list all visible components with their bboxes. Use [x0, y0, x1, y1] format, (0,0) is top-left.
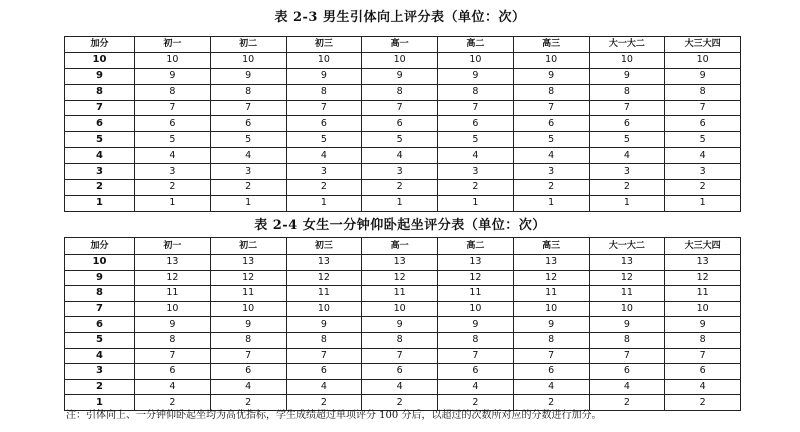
bonus-point-cell: 4	[65, 348, 135, 364]
table1-header-cell: 高一	[362, 37, 438, 53]
count-cell: 12	[589, 270, 665, 286]
count-cell: 8	[438, 84, 514, 100]
bonus-point-cell: 4	[65, 148, 135, 164]
count-cell: 2	[362, 395, 438, 411]
count-cell: 8	[513, 84, 589, 100]
table1-header-cell: 加分	[65, 37, 135, 53]
count-cell: 2	[135, 395, 211, 411]
bonus-point-cell: 8	[65, 84, 135, 100]
table-row	[65, 116, 741, 132]
count-cell: 7	[589, 348, 665, 364]
count-cell: 10	[135, 301, 211, 317]
count-cell: 12	[135, 270, 211, 286]
count-cell: 10	[513, 301, 589, 317]
count-cell: 6	[286, 364, 362, 380]
count-cell: 11	[589, 286, 665, 302]
table2-header-cell: 加分	[65, 238, 135, 255]
bonus-point-cell: 6	[65, 317, 135, 333]
table-row	[65, 301, 741, 317]
count-cell: 2	[589, 395, 665, 411]
count-cell: 12	[438, 270, 514, 286]
table2-caption: 表 2-4 女生一分钟仰卧起坐评分表（单位：次）	[254, 218, 546, 233]
count-cell: 11	[362, 286, 438, 302]
count-cell: 10	[513, 52, 589, 68]
count-cell: 6	[286, 116, 362, 132]
count-cell: 6	[362, 364, 438, 380]
bonus-point-cell: 10	[65, 52, 135, 68]
count-cell: 4	[135, 148, 211, 164]
count-cell: 2	[438, 395, 514, 411]
count-cell: 4	[589, 148, 665, 164]
table1-header-cell: 大三大四	[665, 37, 741, 53]
count-cell: 9	[665, 317, 741, 333]
count-cell: 13	[665, 255, 741, 271]
table2-header	[65, 238, 741, 255]
table1-header-cell: 初二	[210, 37, 286, 53]
table2-header-cell: 大一大二	[589, 238, 665, 255]
count-cell: 12	[665, 270, 741, 286]
count-cell: 6	[513, 364, 589, 380]
count-cell: 4	[589, 379, 665, 395]
count-cell: 5	[135, 132, 211, 148]
count-cell: 4	[135, 379, 211, 395]
bonus-point-cell: 5	[65, 332, 135, 348]
count-cell: 6	[665, 116, 741, 132]
count-cell: 1	[135, 195, 211, 211]
bonus-point-cell: 3	[65, 364, 135, 380]
count-cell: 12	[513, 270, 589, 286]
count-cell: 13	[589, 255, 665, 271]
bonus-point-cell: 8	[65, 286, 135, 302]
table-row	[65, 148, 741, 164]
count-cell: 13	[210, 255, 286, 271]
count-cell: 13	[513, 255, 589, 271]
count-cell: 13	[438, 255, 514, 271]
count-cell: 4	[513, 148, 589, 164]
count-cell: 9	[362, 317, 438, 333]
bonus-point-cell: 10	[65, 255, 135, 271]
count-cell: 10	[210, 52, 286, 68]
table1-header-cell: 初三	[286, 37, 362, 53]
table1-caption: 表 2-3 男生引体向上评分表（单位：次）	[274, 10, 526, 25]
count-cell: 8	[210, 332, 286, 348]
count-cell: 9	[665, 68, 741, 84]
count-cell: 5	[589, 132, 665, 148]
bonus-point-cell: 9	[65, 270, 135, 286]
count-cell: 2	[589, 180, 665, 196]
count-cell: 2	[286, 180, 362, 196]
footnote: 注：引体向上、一分钟仰卧起坐均为高优指标，学生成绩超过单项评分 100 分后，以超过的次数所对应的分数进行加分。	[66, 410, 602, 421]
count-cell: 12	[362, 270, 438, 286]
table-row	[65, 195, 741, 211]
count-cell: 3	[589, 164, 665, 180]
count-cell: 6	[210, 116, 286, 132]
count-cell: 7	[286, 100, 362, 116]
count-cell: 7	[589, 100, 665, 116]
bonus-point-cell: 1	[65, 195, 135, 211]
count-cell: 7	[362, 348, 438, 364]
count-cell: 5	[286, 132, 362, 148]
count-cell: 6	[665, 364, 741, 380]
count-cell: 10	[286, 301, 362, 317]
count-cell: 7	[513, 100, 589, 116]
count-cell: 2	[665, 180, 741, 196]
count-cell: 4	[210, 379, 286, 395]
count-cell: 11	[438, 286, 514, 302]
count-cell: 12	[286, 270, 362, 286]
table2-header-cell: 大三大四	[665, 238, 741, 255]
bonus-point-cell: 9	[65, 68, 135, 84]
count-cell: 1	[210, 195, 286, 211]
count-cell: 5	[362, 132, 438, 148]
count-cell: 8	[665, 332, 741, 348]
count-cell: 1	[286, 195, 362, 211]
count-cell: 7	[135, 100, 211, 116]
count-cell: 13	[362, 255, 438, 271]
count-cell: 6	[589, 116, 665, 132]
count-cell: 6	[135, 364, 211, 380]
count-cell: 8	[286, 332, 362, 348]
count-cell: 5	[210, 132, 286, 148]
table-row	[65, 286, 741, 302]
count-cell: 4	[362, 148, 438, 164]
count-cell: 6	[513, 116, 589, 132]
table-row	[65, 255, 741, 271]
count-cell: 12	[210, 270, 286, 286]
count-cell: 2	[286, 395, 362, 411]
count-cell: 3	[665, 164, 741, 180]
table2-header-row	[65, 238, 741, 255]
count-cell: 4	[665, 148, 741, 164]
count-cell: 4	[438, 148, 514, 164]
count-cell: 9	[589, 68, 665, 84]
count-cell: 9	[513, 68, 589, 84]
count-cell: 9	[362, 68, 438, 84]
bonus-point-cell: 2	[65, 180, 135, 196]
count-cell: 9	[513, 317, 589, 333]
count-cell: 9	[135, 317, 211, 333]
table2-header-cell: 初三	[286, 238, 362, 255]
count-cell: 6	[362, 116, 438, 132]
count-cell: 7	[362, 100, 438, 116]
count-cell: 8	[362, 84, 438, 100]
count-cell: 13	[286, 255, 362, 271]
count-cell: 10	[210, 301, 286, 317]
count-cell: 7	[210, 100, 286, 116]
count-cell: 9	[286, 68, 362, 84]
count-cell: 2	[513, 180, 589, 196]
bonus-point-cell: 7	[65, 100, 135, 116]
count-cell: 8	[362, 332, 438, 348]
count-cell: 8	[589, 84, 665, 100]
count-cell: 8	[286, 84, 362, 100]
count-cell: 8	[513, 332, 589, 348]
count-cell: 9	[438, 317, 514, 333]
count-cell: 1	[438, 195, 514, 211]
count-cell: 3	[210, 164, 286, 180]
count-cell: 10	[438, 52, 514, 68]
table1-header-cell: 高三	[513, 37, 589, 53]
count-cell: 4	[286, 379, 362, 395]
count-cell: 7	[210, 348, 286, 364]
count-cell: 10	[665, 301, 741, 317]
count-cell: 10	[362, 52, 438, 68]
table1-header-row	[65, 37, 741, 53]
table2-header-cell: 高一	[362, 238, 438, 255]
count-cell: 8	[210, 84, 286, 100]
count-cell: 10	[135, 52, 211, 68]
count-cell: 7	[135, 348, 211, 364]
table2-header-cell: 初一	[135, 238, 211, 255]
count-cell: 2	[513, 395, 589, 411]
count-cell: 3	[438, 164, 514, 180]
count-cell: 9	[438, 68, 514, 84]
count-cell: 11	[513, 286, 589, 302]
count-cell: 2	[665, 395, 741, 411]
count-cell: 4	[362, 379, 438, 395]
count-cell: 10	[286, 52, 362, 68]
table1-header-cell: 初一	[135, 37, 211, 53]
count-cell: 8	[135, 84, 211, 100]
count-cell: 2	[210, 180, 286, 196]
count-cell: 1	[362, 195, 438, 211]
table2-situp-score-table	[64, 237, 741, 411]
count-cell: 10	[589, 52, 665, 68]
count-cell: 5	[438, 132, 514, 148]
count-cell: 2	[210, 395, 286, 411]
table-row	[65, 270, 741, 286]
table1-pullup-score-table	[64, 36, 741, 212]
count-cell: 8	[589, 332, 665, 348]
count-cell: 4	[513, 379, 589, 395]
count-cell: 4	[665, 379, 741, 395]
table2-header-cell: 初二	[210, 238, 286, 255]
table-row	[65, 364, 741, 380]
count-cell: 1	[513, 195, 589, 211]
count-cell: 6	[135, 116, 211, 132]
count-cell: 9	[210, 317, 286, 333]
table-row	[65, 132, 741, 148]
count-cell: 2	[438, 180, 514, 196]
count-cell: 8	[135, 332, 211, 348]
table1-header-cell: 高二	[438, 37, 514, 53]
table2-header-cell: 高二	[438, 238, 514, 255]
count-cell: 8	[438, 332, 514, 348]
count-cell: 10	[665, 52, 741, 68]
count-cell: 3	[362, 164, 438, 180]
count-cell: 9	[135, 68, 211, 84]
count-cell: 7	[438, 100, 514, 116]
count-cell: 5	[513, 132, 589, 148]
table-row	[65, 332, 741, 348]
table-row	[65, 52, 741, 68]
count-cell: 11	[665, 286, 741, 302]
table1-header-cell: 大一大二	[589, 37, 665, 53]
table1-header	[65, 37, 741, 53]
table-row	[65, 348, 741, 364]
count-cell: 7	[438, 348, 514, 364]
count-cell: 11	[210, 286, 286, 302]
count-cell: 10	[362, 301, 438, 317]
table-row	[65, 84, 741, 100]
count-cell: 6	[438, 116, 514, 132]
table1-body	[65, 52, 741, 211]
bonus-point-cell: 3	[65, 164, 135, 180]
count-cell: 6	[438, 364, 514, 380]
table-row	[65, 180, 741, 196]
table-row	[65, 317, 741, 333]
count-cell: 3	[135, 164, 211, 180]
count-cell: 10	[589, 301, 665, 317]
table2-header-cell: 高三	[513, 238, 589, 255]
count-cell: 9	[589, 317, 665, 333]
table2-body	[65, 255, 741, 411]
bonus-point-cell: 5	[65, 132, 135, 148]
count-cell: 1	[589, 195, 665, 211]
table-row	[65, 68, 741, 84]
count-cell: 2	[362, 180, 438, 196]
count-cell: 6	[210, 364, 286, 380]
count-cell: 4	[438, 379, 514, 395]
bonus-point-cell: 7	[65, 301, 135, 317]
bonus-point-cell: 2	[65, 379, 135, 395]
count-cell: 7	[286, 348, 362, 364]
count-cell: 5	[665, 132, 741, 148]
count-cell: 6	[589, 364, 665, 380]
count-cell: 10	[438, 301, 514, 317]
count-cell: 2	[135, 180, 211, 196]
bonus-point-cell: 1	[65, 395, 135, 411]
count-cell: 4	[210, 148, 286, 164]
table-row	[65, 379, 741, 395]
table-row	[65, 164, 741, 180]
count-cell: 7	[513, 348, 589, 364]
count-cell: 9	[286, 317, 362, 333]
count-cell: 8	[665, 84, 741, 100]
count-cell: 11	[286, 286, 362, 302]
count-cell: 4	[286, 148, 362, 164]
count-cell: 3	[286, 164, 362, 180]
count-cell: 3	[513, 164, 589, 180]
count-cell: 7	[665, 348, 741, 364]
count-cell: 13	[135, 255, 211, 271]
table-row	[65, 100, 741, 116]
count-cell: 11	[135, 286, 211, 302]
count-cell: 1	[665, 195, 741, 211]
count-cell: 9	[210, 68, 286, 84]
count-cell: 7	[665, 100, 741, 116]
bonus-point-cell: 6	[65, 116, 135, 132]
